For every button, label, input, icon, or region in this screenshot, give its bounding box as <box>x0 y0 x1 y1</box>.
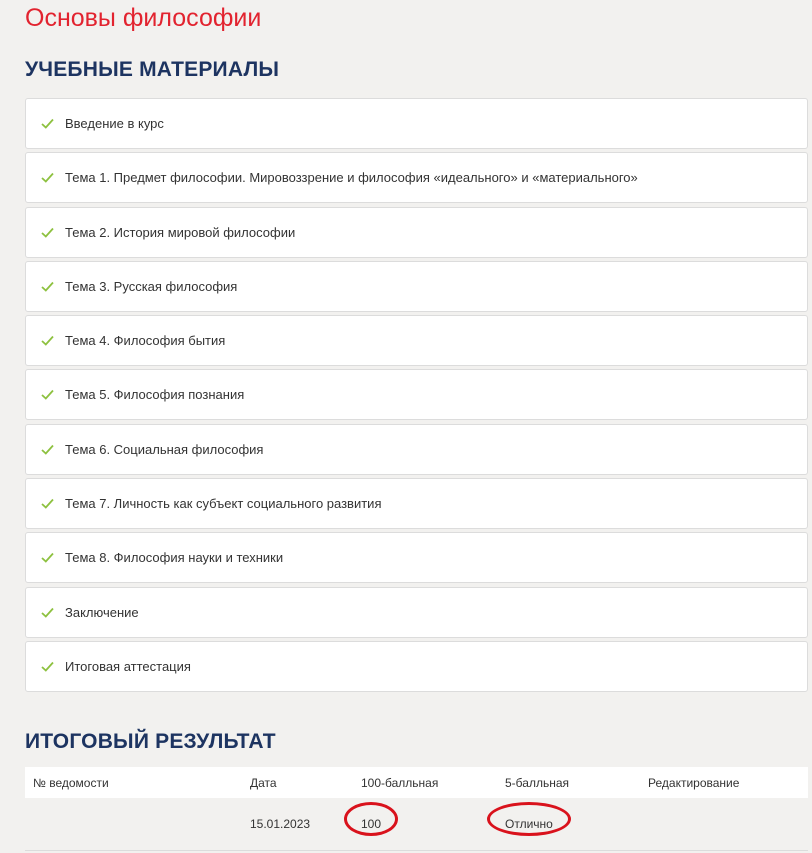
material-label: Тема 3. Русская философия <box>65 278 238 294</box>
material-label: Тема 8. Философия науки и техники <box>65 550 284 566</box>
material-item-topic-8[interactable] <box>25 532 808 583</box>
table-row <box>25 798 808 851</box>
material-label: Тема 5. Философия познания <box>65 387 245 403</box>
material-item-topic-4[interactable] <box>25 315 808 366</box>
materials-heading: УЧЕБНЫЕ МАТЕРИАЛЫ <box>25 58 280 81</box>
material-item-topic-2[interactable] <box>25 207 808 258</box>
cell-score5 <box>505 798 648 851</box>
check-icon <box>41 607 54 618</box>
material-item-topic-6[interactable] <box>25 424 808 475</box>
score100-value: 100 <box>361 817 382 831</box>
column-header-date: Дата <box>250 775 277 790</box>
column-header-sheet-no: № ведомости <box>33 775 109 790</box>
material-label: Заключение <box>65 604 139 620</box>
material-item-topic-1[interactable] <box>25 152 808 203</box>
results-heading: ИТОГОВЫЙ РЕЗУЛЬТАТ <box>25 730 276 753</box>
material-item-conclusion[interactable] <box>25 587 808 638</box>
check-icon <box>41 389 54 400</box>
material-item-final-assessment[interactable] <box>25 641 808 692</box>
material-item-topic-7[interactable] <box>25 478 808 529</box>
material-label: Тема 1. Предмет философии. Мировоззрение и философия «идеального» и «материального» <box>65 170 638 186</box>
materials-list <box>25 98 808 695</box>
material-item-intro[interactable] <box>25 98 808 149</box>
material-label: Тема 6. Социальная философия <box>65 441 264 457</box>
check-icon <box>41 552 54 563</box>
check-icon <box>41 498 54 509</box>
check-icon <box>41 661 54 672</box>
material-label: Введение в курс <box>65 116 164 131</box>
check-icon <box>41 335 54 346</box>
material-label: Тема 4. Философия бытия <box>65 333 226 349</box>
check-icon <box>41 118 54 129</box>
check-icon <box>41 227 54 238</box>
cell-sheet-no <box>25 798 250 851</box>
cell-date: 15.01.2023 <box>250 798 361 851</box>
score5-highlight <box>505 817 553 831</box>
score5-value: Отлично <box>505 817 553 831</box>
column-header-score5: 5-балльная <box>505 775 569 790</box>
column-header-score100: 100-балльная <box>361 775 439 790</box>
material-item-topic-3[interactable] <box>25 261 808 312</box>
material-item-topic-5[interactable] <box>25 369 808 420</box>
course-title: Основы философии <box>25 4 262 32</box>
check-icon <box>41 281 54 292</box>
results-table <box>25 767 808 851</box>
check-icon <box>41 444 54 455</box>
material-label: Тема 7. Личность как субъект социального развития <box>65 496 382 512</box>
material-label: Итоговая аттестация <box>65 658 191 674</box>
check-icon <box>41 172 54 183</box>
column-header-edit: Редактирование <box>648 775 740 790</box>
cell-edit <box>648 798 808 851</box>
score100-highlight <box>361 817 381 831</box>
material-label: Тема 2. История мировой философии <box>65 224 296 240</box>
results-header-row <box>25 767 808 798</box>
cell-score100 <box>361 798 505 851</box>
